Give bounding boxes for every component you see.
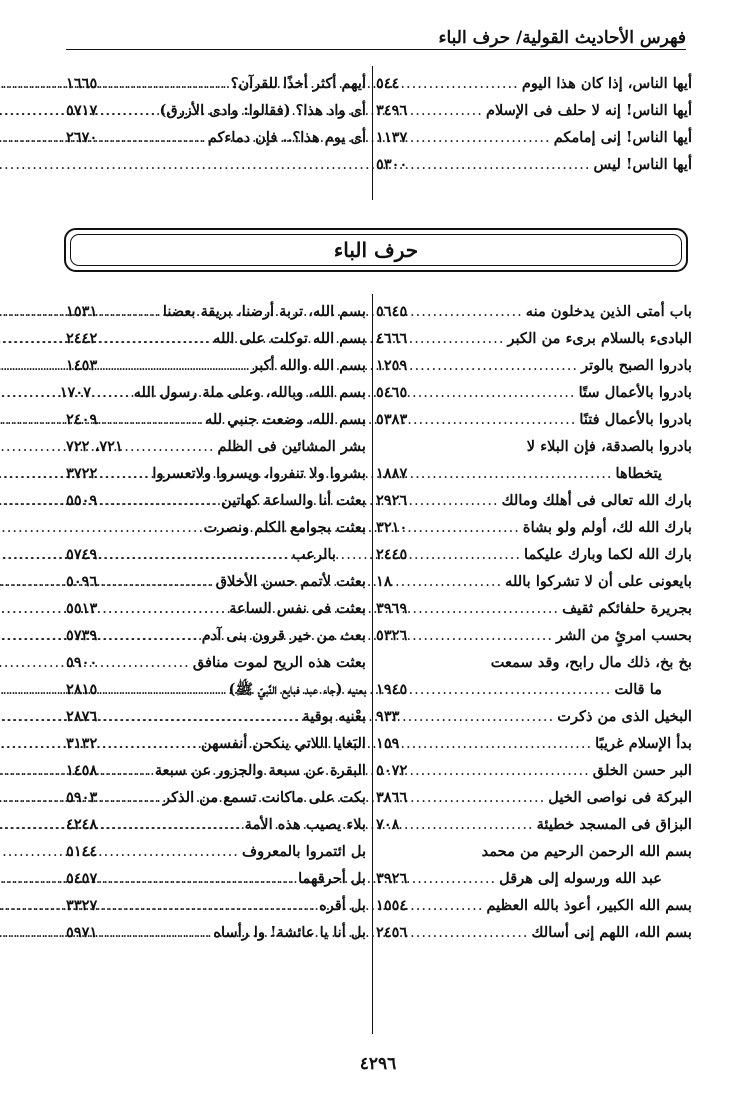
index-entry <box>66 325 366 352</box>
dot-leader <box>441 460 613 487</box>
index-entry <box>66 757 366 784</box>
dot-leader <box>131 325 210 352</box>
index-entry <box>376 784 692 811</box>
dot-leader <box>131 406 202 433</box>
entry-text: بعثت بجوامع الكلم ونصرت <box>203 519 366 536</box>
entry-number: ٥٣٢٦ <box>376 627 408 644</box>
index-entry <box>66 784 366 811</box>
dot-leader <box>131 703 299 730</box>
dot-leader <box>441 325 504 352</box>
entry-number: ٢٨٧٦ <box>66 708 98 725</box>
entry-number: ٢٤٤٥ <box>376 546 408 563</box>
entry-text: بسم الله، اللهم إنى أسالك <box>531 924 692 941</box>
entry-number: ٣٤٩٦ <box>376 102 408 119</box>
index-entry <box>376 460 692 487</box>
index-entry <box>376 151 692 178</box>
main-right-column <box>376 298 692 946</box>
entry-number: ٣٨٦٦ <box>376 789 408 806</box>
entry-number: ١٨ <box>376 573 392 590</box>
dot-leader <box>131 97 156 124</box>
index-entry <box>66 649 366 676</box>
entry-text: بعثت لأتمم حسن الأخلاق <box>215 573 366 590</box>
dot-leader <box>441 811 534 838</box>
entry-number: ٥٣٠٠ <box>376 156 408 173</box>
index-entry <box>376 838 692 865</box>
entry-text: البر حسن الخلق <box>592 762 692 779</box>
entry-text: بسم الله توكلت على الله <box>213 330 366 347</box>
entry-text: البزاق فى المسجد خطيئة <box>536 816 692 833</box>
entry-text: ما قالت <box>614 681 662 698</box>
entry-number: ١٤٥٨ <box>66 762 98 779</box>
entry-number: ٥٧٣٩ <box>66 627 98 644</box>
index-entry <box>66 433 366 460</box>
entry-number: ٣٣٢٧ <box>66 897 98 914</box>
entry-text: بسم الله، وبالله، وعلى ملة رسول الله <box>133 384 366 401</box>
index-entry <box>66 568 366 595</box>
index-entry <box>376 541 692 568</box>
index-entry <box>376 622 692 649</box>
dot-leader <box>441 352 578 379</box>
header-rule <box>66 49 686 50</box>
entry-number: ١٥٥٤ <box>376 897 408 914</box>
entry-text: بشروا ولا تنفروا، ويسروا ولاتعسروا <box>152 465 366 482</box>
entry-text: بارك الله لك، أولم ولو بشاة <box>522 519 692 536</box>
index-entry <box>66 352 366 379</box>
dot-leader <box>441 703 554 730</box>
index-entry <box>376 352 692 379</box>
dot-leader <box>131 784 160 811</box>
dot-leader <box>441 487 499 514</box>
entry-text: بلاء يصيب هذه الأمة <box>244 816 366 833</box>
entry-text: بسم الله، وضعت جنبي لله <box>205 411 366 428</box>
dot-leader <box>131 352 248 379</box>
dot-leader <box>125 379 131 406</box>
dot-leader <box>131 541 289 568</box>
entry-number: ٤٢٤٨ <box>66 816 98 833</box>
index-entry <box>376 865 692 892</box>
entry-text: أى واد هذا؟ (فقالوا: وادى الأزرق) <box>159 102 366 119</box>
entry-number: ٥٧٤٩ <box>66 546 98 563</box>
index-entry <box>66 514 366 541</box>
entry-text: عبد الله ورسوله إلى هرقل <box>499 870 662 887</box>
entry-number: ٥٣٨٣ <box>376 411 408 428</box>
entry-text: بكت على ماكانت تسمع من الذكر <box>163 789 366 806</box>
entry-text: بسم الله الرحمن الرحيم من محمد <box>481 843 692 860</box>
dot-leader <box>441 595 559 622</box>
dot-leader <box>441 406 576 433</box>
index-entry <box>66 124 366 151</box>
entry-number: ٢٨١٥ <box>66 681 98 698</box>
entry-number: ٩٣٣ <box>376 708 400 725</box>
index-entry <box>66 892 366 919</box>
index-entry <box>66 838 366 865</box>
index-entry <box>376 433 692 460</box>
entry-text: بدأ الإسلام غريبًا <box>595 735 692 752</box>
entry-text: بشر المشائين فى الظلم <box>217 438 366 455</box>
entry-number: ٧٢١، ٧٢٢ <box>66 438 123 455</box>
entry-text: بعثت فى نفس الساعة <box>229 600 366 617</box>
dot-leader <box>441 568 502 595</box>
index-entry <box>66 622 366 649</box>
dot-leader <box>441 97 483 124</box>
entry-number: ١٥٣١ <box>66 303 98 320</box>
entry-number: ٥٧١٧ <box>66 102 98 119</box>
entry-number: ٢٤٤٢ <box>66 330 98 347</box>
entry-text: بايعونى على أن لا تشركوا بالله <box>505 573 692 590</box>
entry-text: البقرة عن سبعة والجزور عن سبعة <box>154 762 366 779</box>
top-left-column <box>66 70 366 151</box>
entry-text: أى يوم هذا؟.. فإن دماءكم <box>207 129 366 146</box>
dot-leader <box>441 151 591 178</box>
dot-leader <box>441 865 496 892</box>
dot-leader <box>131 595 226 622</box>
entry-text: بعنيه (جاء عبد فبايع النَّبيّ ﷺ) <box>228 681 366 698</box>
dot-leader <box>131 649 190 676</box>
entry-text: بحسب امرئٍ من الشر <box>556 627 692 644</box>
top-column-divider <box>372 66 373 200</box>
dot-leader <box>441 730 592 757</box>
entry-text: أيها الناس، إذا كان هذا اليوم <box>521 75 692 92</box>
dot-leader <box>131 676 225 703</box>
entry-number: ٥٤٤ <box>376 75 400 92</box>
index-entry <box>376 406 692 433</box>
entry-text: بعثت أنا والساعة كهاتين <box>221 492 366 509</box>
entry-text: أيها الناس! إنى إمامكم <box>553 129 692 146</box>
entry-number: ٥٦٤٥ <box>376 303 408 320</box>
entry-text: بعثت هذه الريح لموت منافق <box>192 654 366 671</box>
dot-leader <box>441 541 521 568</box>
dot-leader <box>441 676 611 703</box>
dot-leader <box>131 757 152 784</box>
dot-leader <box>441 124 551 151</box>
entry-number: ٣١٣٢ <box>66 735 98 752</box>
entry-number: ٢٤٠٩ <box>66 411 98 428</box>
entry-number: ٢٩٢٦ <box>376 492 408 509</box>
entry-number: ٥٤٦٥ <box>376 384 408 401</box>
entry-text: بارك الله لكما وبارك عليكما <box>524 546 692 563</box>
index-entry <box>66 703 366 730</box>
section-banner-title: حرف الباء <box>70 234 682 266</box>
index-entry <box>376 649 692 676</box>
entry-number: ١٦٦٥ <box>66 75 98 92</box>
main-column-divider <box>372 294 373 1034</box>
index-entry <box>376 730 692 757</box>
entry-text: البادىء بالسلام برىء من الكبر <box>507 330 692 347</box>
entry-text: باب أمتى الذين يدخلون منه <box>525 303 692 320</box>
dot-leader <box>131 919 210 946</box>
entry-text: بادروا بالأعمال فتنًا <box>579 411 692 428</box>
dot-leader <box>131 433 214 460</box>
entry-text: بعث من خير قرون بنى آدم <box>201 627 366 644</box>
entry-number: ١٥٩ <box>376 735 400 752</box>
dot-leader <box>131 730 198 757</box>
index-entry <box>376 703 692 730</box>
entry-text: أيها الناس! إنه لا حلف فى الإسلام <box>485 102 692 119</box>
dot-leader <box>131 487 218 514</box>
index-entry <box>376 595 692 622</box>
dot-leader <box>441 379 576 406</box>
entry-number: ٢٤٥٦ <box>376 924 408 941</box>
entry-number: ١٨٨٧ <box>376 465 408 482</box>
dot-leader <box>441 919 528 946</box>
entry-text: أيها الناس! ليس <box>593 156 692 173</box>
index-entry <box>59 379 366 406</box>
index-entry <box>66 595 366 622</box>
dot-leader <box>131 865 295 892</box>
entry-number: ٥٠٧٢ <box>376 762 408 779</box>
entry-text: بادروا بالصدقة، فإن البلاء لا <box>526 438 692 455</box>
entry-number: ٥٠٩٦ <box>66 573 98 590</box>
dot-leader <box>131 622 199 649</box>
top-right-column <box>376 70 692 178</box>
entry-text: بل أحرقهما <box>298 870 366 887</box>
entry-text: بل ائتمروا بالمعروف <box>241 843 366 860</box>
main-left-column <box>59 298 366 946</box>
index-entry <box>376 124 692 151</box>
header-title: فهرس الأحاديث القولية/ حرف الباء <box>432 28 686 48</box>
entry-number: ١٢٥٩ <box>376 357 408 374</box>
dot-leader <box>441 892 483 919</box>
entry-text: بل أنا يا عائشة! وا رأساه <box>213 924 366 941</box>
index-entry <box>376 568 692 595</box>
entry-text: بادروا الصبح بالوتر <box>581 357 692 374</box>
index-entry <box>376 487 692 514</box>
index-entry <box>66 298 366 325</box>
dot-leader <box>131 568 213 595</box>
entry-number: ٧٠٨ <box>376 816 400 833</box>
dot-leader <box>131 298 160 325</box>
entry-number: ٣٢١٠ <box>376 519 408 536</box>
index-entry <box>66 730 366 757</box>
index-entry <box>66 97 366 124</box>
dot-leader <box>441 298 523 325</box>
entry-text: بخ بخ، ذلك مال رابح، وقد سمعت <box>490 654 692 671</box>
entry-text: بجريرة حلفائكم ثقيف <box>562 600 692 617</box>
entry-number: ٥٩٧١ <box>66 924 98 941</box>
entry-number: ٥٥١٣ <box>66 600 98 617</box>
page-header <box>66 28 686 54</box>
index-entry <box>376 298 692 325</box>
index-entry <box>376 325 692 352</box>
entry-number: ١١٣٧ <box>376 129 408 146</box>
entry-text: البَغايا اللاتي ينكحن أنفسهن <box>201 735 366 752</box>
index-entry <box>66 541 366 568</box>
index-entry <box>66 487 366 514</box>
entry-text: البخيل الذى من ذكرت <box>557 708 692 725</box>
index-entry <box>376 757 692 784</box>
entry-number: ٣٧٢٢ <box>66 465 98 482</box>
entry-number: ٥٤٥٧ <box>66 870 98 887</box>
entry-text: يتخطاها <box>615 465 662 482</box>
entry-text: بسم الله والله أكبر <box>251 357 366 374</box>
entry-text: البركة فى نواصى الخيل <box>548 789 692 806</box>
entry-number: ١٧٠٧ <box>59 384 92 401</box>
index-entry <box>66 865 366 892</box>
dot-leader <box>441 784 545 811</box>
entry-text: بسم الله الكبير، أعوذ بالله العظيم <box>486 897 692 914</box>
entry-number: ١٩٤٥ <box>376 681 408 698</box>
dot-leader <box>441 622 553 649</box>
entry-text: بسم الله، تربة أرضنا، بريقة بعضنا <box>162 303 366 320</box>
entry-number: ٤٦٦٦ <box>376 330 408 347</box>
dot-leader <box>441 70 519 97</box>
index-entry <box>376 514 692 541</box>
page-number: ٤٢٩٦ <box>359 1054 397 1074</box>
entry-text: أيهم أكثر أخذًا للقرآن؟ <box>230 75 366 92</box>
dot-leader <box>131 70 228 97</box>
index-entry <box>66 919 366 946</box>
entry-number: ٢٦٧٠ <box>66 129 98 146</box>
dot-leader <box>441 757 590 784</box>
index-entry <box>376 811 692 838</box>
index-entry <box>66 70 366 97</box>
dot-leader <box>131 892 316 919</box>
entry-text: بعْنيه بوقية <box>302 708 366 725</box>
entry-number: ٥٥٠٩ <box>66 492 98 509</box>
entry-text: بارك الله تعالى فى أهلك ومالك <box>501 492 692 509</box>
entry-text: بادروا بالأعمال ستًا <box>578 384 692 401</box>
dot-leader <box>441 514 520 541</box>
dot-leader <box>131 838 239 865</box>
index-entry <box>376 70 692 97</box>
dot-leader <box>131 460 149 487</box>
index-entry <box>66 460 366 487</box>
index-entry <box>66 676 366 703</box>
index-entry <box>376 892 692 919</box>
index-entry <box>376 676 692 703</box>
entry-number: ٥٩٠٠ <box>66 654 98 671</box>
entry-text: بالرعب <box>291 546 336 563</box>
section-banner <box>64 228 688 272</box>
entry-text: بل أقره <box>319 897 366 914</box>
index-entry <box>376 97 692 124</box>
entry-number: ١٤٥٣ <box>66 357 98 374</box>
entry-number: ٥٩٠٣ <box>66 789 98 806</box>
index-entry <box>66 811 366 838</box>
dot-leader <box>131 811 242 838</box>
index-entry <box>66 406 366 433</box>
entry-number: ٣٩٦٩ <box>376 600 408 617</box>
index-entry <box>376 379 692 406</box>
entry-number: ٣٩٢٦ <box>376 870 408 887</box>
entry-number: ٥١٤٤ <box>66 843 98 860</box>
index-entry <box>376 919 692 946</box>
dot-leader <box>131 124 205 151</box>
